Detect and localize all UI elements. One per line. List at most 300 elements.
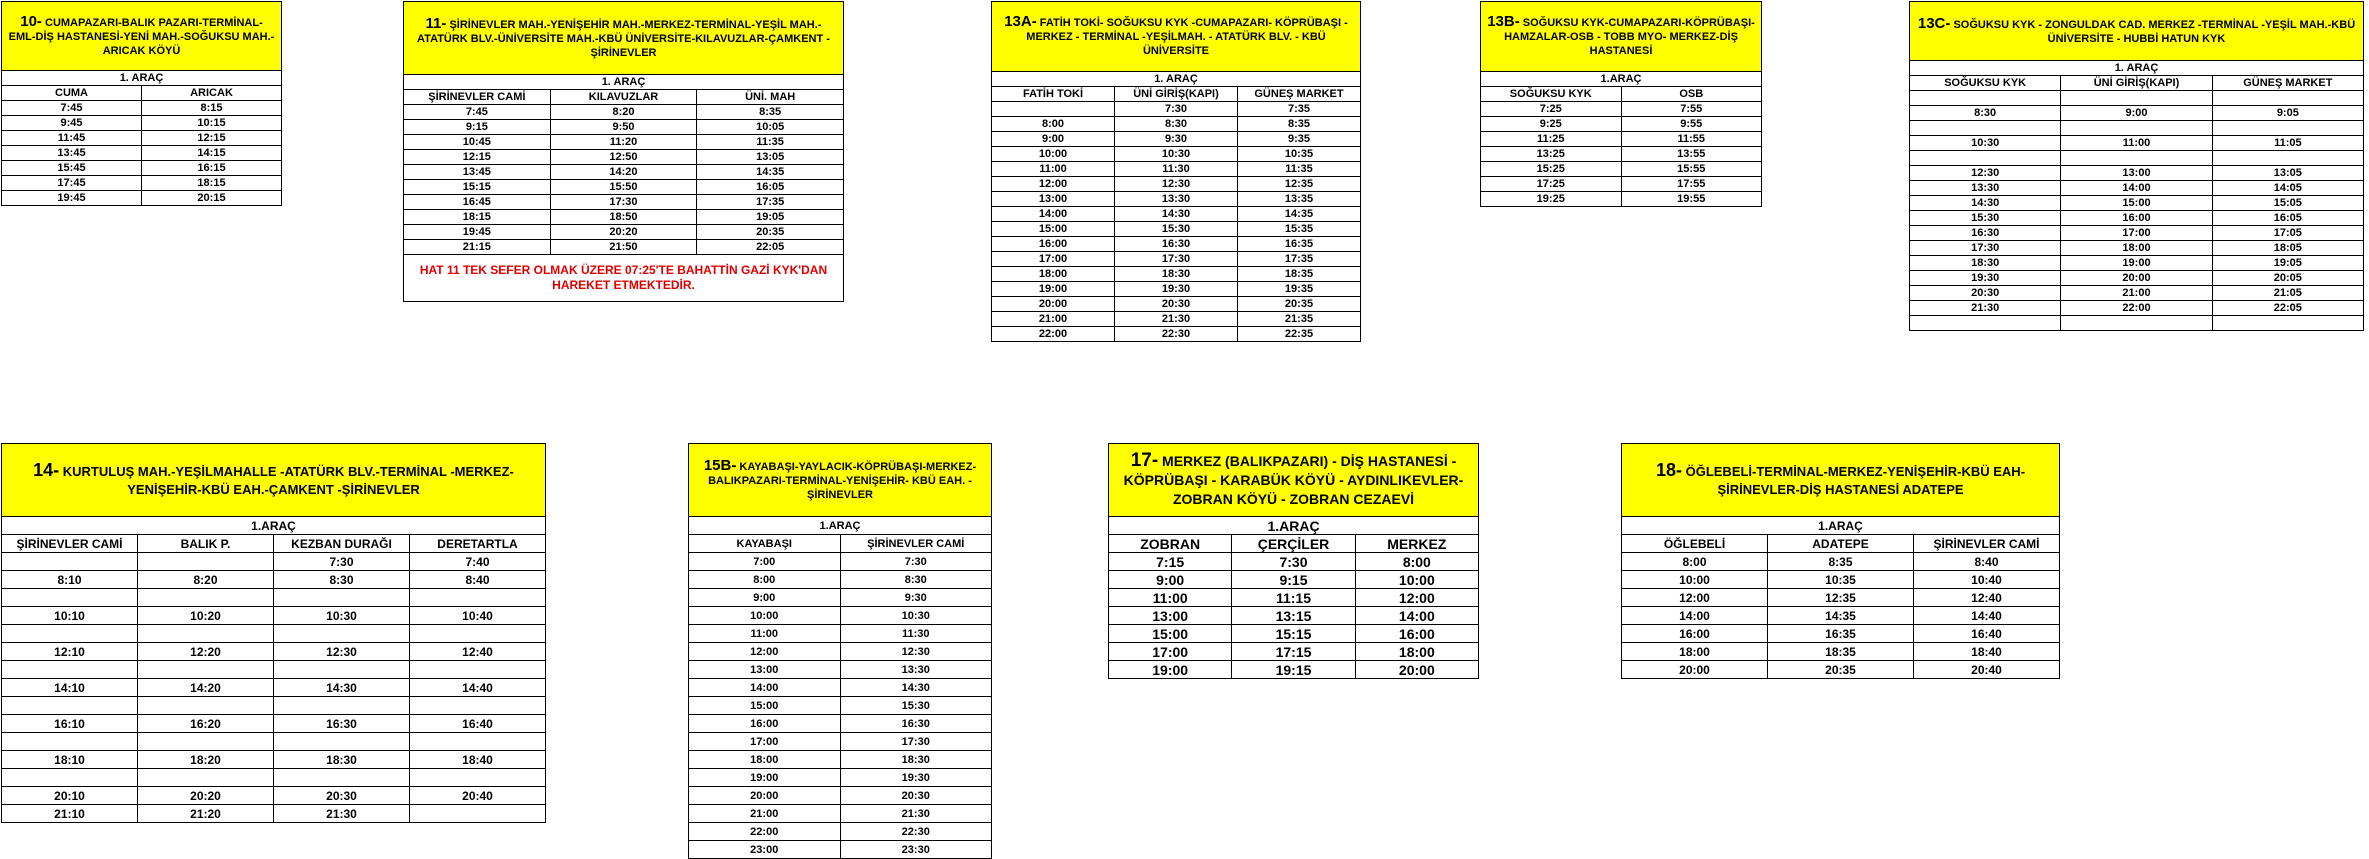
table-row [1910, 181, 2364, 196]
table-row [2, 715, 546, 733]
time-cell: 10:00 [992, 147, 1115, 162]
time-cell: 23:00 [689, 841, 841, 859]
time-cell: 16:00 [1622, 625, 1768, 643]
time-cell: 17:30 [1910, 241, 2061, 256]
time-cell: 13:00 [992, 192, 1115, 207]
time-cell: 12:30 [1910, 166, 2061, 181]
time-cell: 10:20 [138, 607, 274, 625]
time-cell: 15:30 [840, 697, 992, 715]
time-cell: 18:00 [992, 267, 1115, 282]
table-row [1910, 316, 2364, 331]
time-cell [2, 769, 138, 787]
table-row [689, 769, 992, 787]
time-cell: 14:35 [697, 165, 844, 180]
table-row [2, 589, 546, 607]
time-cell: 9:55 [1621, 117, 1762, 132]
time-cell [2, 553, 138, 571]
table-row [404, 195, 844, 210]
time-cell: 11:45 [2, 131, 142, 146]
route-stops: SOĞUKSU KYK-CUMAPAZARI-KÖPRÜBAŞI-HAMZALAR-OSB - TOBB MYO- MERKEZ-DİŞ HASTANESİ [1504, 17, 1755, 57]
time-cell: 11:30 [840, 625, 992, 643]
table-row [992, 177, 1361, 192]
time-cell: 17:35 [697, 195, 844, 210]
time-cell [138, 769, 274, 787]
time-cell: 18:35 [1238, 267, 1361, 282]
column-header: ŞİRİNEVLER CAMİ [1914, 535, 2060, 553]
time-cell: 14:30 [1115, 207, 1238, 222]
route-13b-timetable [1480, 1, 1762, 207]
column-header: GÜNEŞ MARKET [2212, 76, 2363, 91]
time-cell: 7:30 [1115, 102, 1238, 117]
time-cell: 7:15 [1109, 553, 1232, 571]
column-header: ÜNİ GİRİŞ(KAPI) [1115, 87, 1238, 102]
table-row [1910, 136, 2364, 151]
timetable-table [1, 1, 282, 206]
time-cell: 12:30 [840, 643, 992, 661]
time-cell: 14:40 [1914, 607, 2060, 625]
vehicle-label: 1.ARAÇ [1109, 517, 1479, 535]
time-cell: 21:00 [2061, 286, 2212, 301]
time-cell: 19:55 [1621, 192, 1762, 207]
vehicle-label: 1.ARAÇ [2, 517, 546, 535]
time-cell: 20:05 [2212, 271, 2363, 286]
time-cell: 16:20 [138, 715, 274, 733]
route-10-timetable [1, 1, 282, 206]
time-cell: 7:45 [404, 105, 551, 120]
table-row [1622, 607, 2060, 625]
time-cell: 12:35 [1238, 177, 1361, 192]
time-cell: 15:25 [1481, 162, 1622, 177]
column-header: CUMA [2, 86, 142, 101]
table-row [2, 191, 282, 206]
timetable-table [1108, 443, 1479, 679]
time-cell: 17:30 [840, 733, 992, 751]
time-cell: 20:40 [410, 787, 546, 805]
table-row [2, 101, 282, 116]
time-cell [138, 697, 274, 715]
time-cell: 15:00 [2061, 196, 2212, 211]
table-row [1109, 589, 1479, 607]
time-cell: 8:35 [697, 105, 844, 120]
time-cell: 9:30 [840, 589, 992, 607]
time-cell: 11:25 [1481, 132, 1622, 147]
time-cell: 15:30 [1115, 222, 1238, 237]
table-row [2, 787, 546, 805]
time-cell: 20:40 [1914, 661, 2060, 679]
time-cell: 8:15 [142, 101, 282, 116]
time-cell: 8:10 [2, 571, 138, 589]
route-title [1109, 444, 1479, 517]
table-row [689, 733, 992, 751]
time-cell [2061, 121, 2212, 136]
time-cell: 20:35 [1238, 297, 1361, 312]
table-row [992, 237, 1361, 252]
time-cell: 13:25 [1481, 147, 1622, 162]
column-header: ZOBRAN [1109, 535, 1232, 553]
time-cell: 18:40 [410, 751, 546, 769]
time-cell: 18:30 [840, 751, 992, 769]
time-cell: 9:15 [404, 120, 551, 135]
time-cell: 22:00 [2061, 301, 2212, 316]
time-cell: 16:15 [142, 161, 282, 176]
table-row [992, 252, 1361, 267]
table-row [404, 165, 844, 180]
time-cell: 14:00 [689, 679, 841, 697]
table-row [1910, 166, 2364, 181]
table-row [2, 625, 546, 643]
time-cell: 17:35 [1238, 252, 1361, 267]
time-cell [992, 102, 1115, 117]
column-header: KAYABAŞI [689, 535, 841, 553]
table-row [992, 312, 1361, 327]
route-14-timetable [1, 443, 546, 823]
timetable-table [1621, 443, 2060, 679]
route-number: 10- [20, 12, 42, 30]
time-cell [1910, 91, 2061, 106]
timetable-table [688, 443, 992, 859]
time-cell: 20:35 [1768, 661, 1914, 679]
route-number: 13A- [1004, 13, 1037, 30]
route-number: 14- [33, 460, 60, 480]
time-cell: 22:30 [1115, 327, 1238, 342]
time-cell [2, 625, 138, 643]
table-row [689, 697, 992, 715]
table-row [2, 553, 546, 571]
route-stops: KURTULUŞ MAH.-YEŞİLMAHALLE -ATATÜRK BLV.-TERMİNAL -MERKEZ-YENİŞEHİR-KBÜ EAH.-ÇAMKENT -ŞİRİNEVLER [62, 464, 514, 497]
time-cell: 20:00 [1622, 661, 1768, 679]
column-header: SOĞUKSU KYK [1910, 76, 2061, 91]
time-cell: 11:00 [689, 625, 841, 643]
time-cell: 21:30 [840, 805, 992, 823]
table-row [2, 679, 546, 697]
table-row [1481, 102, 1762, 117]
vehicle-label: 1. ARAÇ [2, 71, 282, 86]
column-header: ÇERÇİLER [1232, 535, 1355, 553]
time-cell: 10:35 [1768, 571, 1914, 589]
time-cell: 15:00 [689, 697, 841, 715]
column-header: SOĞUKSU KYK [1481, 87, 1622, 102]
table-row [404, 180, 844, 195]
time-cell [274, 697, 410, 715]
time-cell: 14:20 [550, 165, 697, 180]
time-cell: 19:00 [1109, 661, 1232, 679]
route-18-timetable [1621, 443, 2060, 679]
time-cell: 20:15 [142, 191, 282, 206]
time-cell: 9:00 [689, 589, 841, 607]
time-cell [2212, 151, 2363, 166]
column-header: DERETARTLA [410, 535, 546, 553]
table-row [1109, 553, 1479, 571]
time-cell: 12:20 [138, 643, 274, 661]
time-cell: 21:35 [1238, 312, 1361, 327]
time-cell: 21:05 [2212, 286, 2363, 301]
table-row [404, 105, 844, 120]
time-cell [2212, 316, 2363, 331]
table-row [2, 697, 546, 715]
table-row [1622, 643, 2060, 661]
time-cell [2212, 91, 2363, 106]
time-cell: 13:15 [1232, 607, 1355, 625]
time-cell: 20:35 [697, 225, 844, 240]
timetable-table [403, 1, 844, 302]
table-row [1910, 106, 2364, 121]
table-row [2, 769, 546, 787]
time-cell: 18:20 [138, 751, 274, 769]
time-cell: 20:30 [274, 787, 410, 805]
table-row [404, 150, 844, 165]
vehicle-label: 1. ARAÇ [1910, 61, 2364, 76]
time-cell: 11:35 [1238, 162, 1361, 177]
time-cell [2212, 121, 2363, 136]
route-note: HAT 11 TEK SEFER OLMAK ÜZERE 07:25'TE BAHATTİN GAZİ KYK'DAN HAREKET ETMEKTEDİR. [404, 255, 844, 302]
time-cell: 10:30 [1910, 136, 2061, 151]
route-stops: MERKEZ (BALIKPAZARI) - DİŞ HASTANESİ - KÖPRÜBAŞI - KARABÜK KÖYÜ - AYDINLIKEVLER- ZOBRAN KÖYÜ - ZOBRAN CEZAEVİ [1123, 453, 1464, 507]
time-cell [410, 661, 546, 679]
time-cell: 16:10 [2, 715, 138, 733]
time-cell: 17:00 [992, 252, 1115, 267]
time-cell [274, 589, 410, 607]
route-number: 11- [425, 14, 447, 32]
table-row [404, 240, 844, 255]
time-cell: 10:35 [1238, 147, 1361, 162]
time-cell [138, 553, 274, 571]
column-header: OSB [1621, 87, 1762, 102]
time-cell [274, 661, 410, 679]
time-cell: 20:00 [1355, 661, 1478, 679]
table-row [1622, 661, 2060, 679]
timetable-table [1, 443, 546, 823]
time-cell: 13:30 [1910, 181, 2061, 196]
time-cell: 11:00 [2061, 136, 2212, 151]
time-cell: 9:05 [2212, 106, 2363, 121]
time-cell: 13:30 [840, 661, 992, 679]
time-cell: 12:40 [1914, 589, 2060, 607]
time-cell: 14:20 [138, 679, 274, 697]
time-cell [138, 661, 274, 679]
time-cell: 7:45 [2, 101, 142, 116]
time-cell: 21:50 [550, 240, 697, 255]
table-row [992, 102, 1361, 117]
time-cell: 17:00 [689, 733, 841, 751]
time-cell: 7:30 [274, 553, 410, 571]
time-cell: 18:30 [1910, 256, 2061, 271]
table-row [1910, 226, 2364, 241]
time-cell: 19:30 [840, 769, 992, 787]
time-cell: 13:35 [1238, 192, 1361, 207]
time-cell: 10:00 [689, 607, 841, 625]
time-cell: 13:00 [1109, 607, 1232, 625]
route-title [2, 444, 546, 517]
table-row [1910, 151, 2364, 166]
time-cell: 15:15 [404, 180, 551, 195]
time-cell: 15:05 [2212, 196, 2363, 211]
column-header: ÜNİ GİRİŞ(KAPI) [2061, 76, 2212, 91]
time-cell: 20:00 [689, 787, 841, 805]
time-cell: 14:00 [992, 207, 1115, 222]
time-cell: 22:05 [2212, 301, 2363, 316]
route-stops: ÖĞLEBELİ-TERMİNAL-MERKEZ-YENİŞEHİR-KBÜ EAH-ŞİRİNEVLER-DİŞ HASTANESİ ADATEPE [1685, 464, 2026, 497]
time-cell: 14:10 [2, 679, 138, 697]
time-cell: 17:45 [2, 176, 142, 191]
table-row [1481, 192, 1762, 207]
table-row [2, 146, 282, 161]
time-cell: 13:55 [1621, 147, 1762, 162]
table-row [689, 607, 992, 625]
timetable-table [991, 1, 1361, 342]
time-cell [2061, 316, 2212, 331]
time-cell: 19:30 [1115, 282, 1238, 297]
time-cell: 14:35 [1768, 607, 1914, 625]
time-cell: 12:15 [142, 131, 282, 146]
table-row [1910, 241, 2364, 256]
table-row [404, 210, 844, 225]
time-cell: 18:10 [2, 751, 138, 769]
time-cell: 15:00 [1109, 625, 1232, 643]
time-cell: 16:30 [840, 715, 992, 733]
time-cell: 7:40 [410, 553, 546, 571]
column-header: ŞİRİNEVLER CAMİ [840, 535, 992, 553]
table-row [992, 117, 1361, 132]
column-header: ŞİRİNEVLER CAMİ [404, 90, 551, 105]
table-row [1622, 625, 2060, 643]
time-cell [410, 697, 546, 715]
time-cell: 12:10 [2, 643, 138, 661]
time-cell: 18:30 [1115, 267, 1238, 282]
time-cell: 16:00 [689, 715, 841, 733]
time-cell: 19:00 [689, 769, 841, 787]
time-cell: 14:35 [1238, 207, 1361, 222]
time-cell: 15:00 [992, 222, 1115, 237]
time-cell: 21:30 [1910, 301, 2061, 316]
route-stops: ŞİRİNEVLER MAH.-YENİŞEHİR MAH.-MERKEZ-TERMİNAL-YEŞİL MAH.-ATATÜRK BLV.-ÜNİVERSİTE MAH.-KBÜ ÜNİVERSİTE-KILAVUZLAR-ÇAMKENT - ŞİRİNEVLER [417, 18, 830, 59]
table-row [1109, 625, 1479, 643]
table-row [2, 643, 546, 661]
table-row [1481, 117, 1762, 132]
time-cell: 19:00 [992, 282, 1115, 297]
time-cell: 21:30 [1115, 312, 1238, 327]
time-cell [1910, 151, 2061, 166]
time-cell: 10:10 [2, 607, 138, 625]
time-cell: 8:35 [1768, 553, 1914, 571]
time-cell: 9:15 [1232, 571, 1355, 589]
time-cell: 21:10 [2, 805, 138, 823]
time-cell: 10:30 [274, 607, 410, 625]
table-row [2, 607, 546, 625]
time-cell: 7:55 [1621, 102, 1762, 117]
route-title [404, 2, 844, 75]
time-cell: 11:05 [2212, 136, 2363, 151]
table-row [689, 625, 992, 643]
table-row [1109, 607, 1479, 625]
table-row [992, 267, 1361, 282]
table-row [2, 116, 282, 131]
time-cell: 13:45 [404, 165, 551, 180]
time-cell: 10:30 [840, 607, 992, 625]
table-row [2, 805, 546, 823]
time-cell: 16:00 [2061, 211, 2212, 226]
route-11-timetable [403, 1, 844, 302]
time-cell [2061, 151, 2212, 166]
time-cell: 16:40 [1914, 625, 2060, 643]
table-row [1109, 661, 1479, 679]
time-cell: 16:00 [1355, 625, 1478, 643]
time-cell [1910, 121, 2061, 136]
time-cell: 8:00 [992, 117, 1115, 132]
table-row [1622, 589, 2060, 607]
route-title [689, 444, 992, 517]
time-cell: 10:15 [142, 116, 282, 131]
route-15b-timetable [688, 443, 992, 859]
time-cell: 21:30 [274, 805, 410, 823]
time-cell: 23:30 [840, 841, 992, 859]
table-row [992, 132, 1361, 147]
table-row [1109, 643, 1479, 661]
time-cell: 20:30 [1115, 297, 1238, 312]
column-header: MERKEZ [1355, 535, 1478, 553]
time-cell: 17:00 [2061, 226, 2212, 241]
time-cell: 11:30 [1115, 162, 1238, 177]
time-cell [274, 769, 410, 787]
time-cell: 16:45 [404, 195, 551, 210]
time-cell: 15:30 [1910, 211, 2061, 226]
table-row [2, 131, 282, 146]
time-cell: 19:05 [2212, 256, 2363, 271]
time-cell: 18:50 [550, 210, 697, 225]
time-cell: 19:25 [1481, 192, 1622, 207]
column-header: GÜNEŞ MARKET [1238, 87, 1361, 102]
table-row [1910, 301, 2364, 316]
time-cell: 22:00 [992, 327, 1115, 342]
table-row [689, 787, 992, 805]
time-cell: 10:40 [410, 607, 546, 625]
time-cell: 12:40 [410, 643, 546, 661]
time-cell [2, 733, 138, 751]
time-cell: 11:00 [1109, 589, 1232, 607]
time-cell: 13:00 [2061, 166, 2212, 181]
time-cell: 15:55 [1621, 162, 1762, 177]
column-header: ÖĞLEBELİ [1622, 535, 1768, 553]
vehicle-label: 1. ARAÇ [404, 75, 844, 90]
timetable-table [1909, 1, 2364, 331]
table-row [1910, 286, 2364, 301]
time-cell: 21:15 [404, 240, 551, 255]
time-cell: 18:40 [1914, 643, 2060, 661]
table-row [1481, 132, 1762, 147]
time-cell: 8:30 [840, 571, 992, 589]
time-cell: 19:15 [1232, 661, 1355, 679]
time-cell: 20:20 [138, 787, 274, 805]
column-header: KEZBAN DURAĞI [274, 535, 410, 553]
table-row [404, 225, 844, 240]
route-13c-timetable [1909, 1, 2364, 331]
time-cell: 17:55 [1621, 177, 1762, 192]
table-row [689, 661, 992, 679]
time-cell: 16:30 [1910, 226, 2061, 241]
time-cell: 9:25 [1481, 117, 1622, 132]
vehicle-label: 1.ARAÇ [1481, 72, 1762, 87]
time-cell: 8:00 [1622, 553, 1768, 571]
time-cell: 22:30 [840, 823, 992, 841]
time-cell: 13:05 [2212, 166, 2363, 181]
time-cell: 9:00 [1109, 571, 1232, 589]
time-cell: 8:35 [1238, 117, 1361, 132]
time-cell: 15:50 [550, 180, 697, 195]
time-cell [410, 769, 546, 787]
time-cell: 20:20 [550, 225, 697, 240]
time-cell: 15:45 [2, 161, 142, 176]
time-cell: 12:35 [1768, 589, 1914, 607]
table-row [689, 751, 992, 769]
